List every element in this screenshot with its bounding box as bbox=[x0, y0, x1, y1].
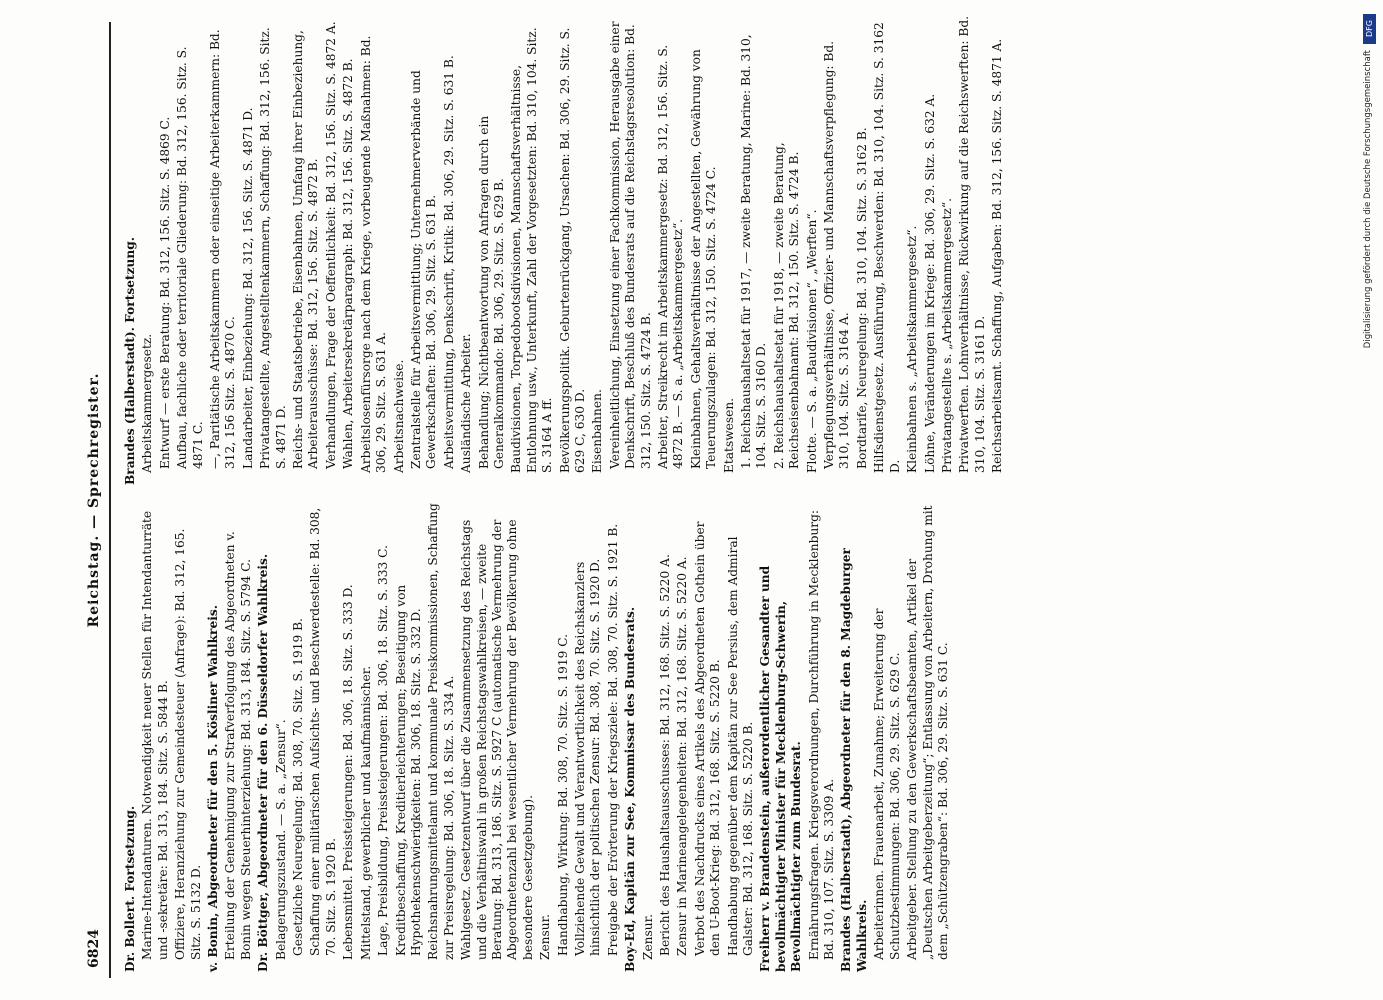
index-entry: Belagerungszustand. — S. a. „Zensur“. bbox=[273, 719, 288, 960]
index-entry: Handhabung gegenüber dem Kapitän zur See Persius, dem Admiral Galster: Bd. 312, 168. Sitz. S. 5220 B. bbox=[725, 536, 755, 956]
index-heading: Freiherr v. Brandenstein, außerordentlicher Gesandter und bevollmächtigter Minister für Mecklenburg-Schwerin, Bevollmächtigter zum Bundesrat. bbox=[757, 565, 803, 972]
index-entry: Verpflegungsverhältnisse, Offizier- und Mannschaftsverpflegung: Bd. 310, 104. Sitz. S. 3164 A. bbox=[821, 40, 851, 469]
index-entry: 2. Reichshaushaltsetat für 1918, — zweite Beratung, Reichseisenbahnamt: Bd. 312, 150. Sitz. S. 4724 B. bbox=[771, 142, 801, 469]
index-entry: Mittelstand, gewerblicher und kaufmännischer. bbox=[358, 665, 373, 960]
index-entry: Bericht des Haushaltsausschusses: Bd. 312, 168. Sitz. S. 5220 A. bbox=[657, 554, 672, 956]
index-entry: Verbot des Nachdrucks eines Artikels des Abgeordneten Gothein über den U-Boot-Krieg: Bd. 312, 168. Sitz. S. 5220 B. bbox=[692, 521, 722, 956]
index-entry: Etatswesen. bbox=[721, 397, 736, 473]
left-column bbox=[123, 502, 953, 972]
index-entry: Entwurf — erste Beratung: Bd. 312, 156. Sitz. S. 4869 C. bbox=[157, 116, 172, 469]
index-entry: Bordtarife, Neuregelung: Bd. 310, 104. Sitz. S. 3162 B. bbox=[854, 127, 869, 469]
index-entry: Flotte. — S. a. „Baudivisionen“, „Werften“. bbox=[804, 209, 819, 473]
index-entry: Eisenbahnen. bbox=[589, 389, 604, 473]
index-entry: Zensur in Marineangelegenheiten: Bd. 312, 168. Sitz. S. 5220 A. bbox=[674, 556, 689, 956]
index-entry: Arbeiter, Streikrecht im Arbeitskammergesetz: Bd. 312, 156. Sitz. S. 4872 B. — S. a. „Arbeitskammergesetz“. bbox=[655, 44, 685, 469]
index-entry: Kreditbeschaffung, Kreditierleichterungen; Beseitigung von Hypothekenschwierigkeiten: Bd. 306, 18. Sitz. S. 332 D. bbox=[393, 584, 423, 956]
index-entry: Freigabe der Erörterung der Kriegsziele: Bd. 308, 70. Sitz. S. 1921 B. bbox=[605, 523, 620, 956]
index-entry: Arbeitskammergesetz. bbox=[139, 333, 154, 473]
dfg-logo: DFG bbox=[1363, 14, 1376, 44]
index-entry: Erteilung der Genehmigung zur Strafverfolgung des Abgeordneten v. Bonin wegen Steuerhinterziehung: Bd. 313, 184. Sitz. S. 5794 C. bbox=[222, 531, 253, 960]
index-heading: Dr. Bollert. Fortsetzung. bbox=[122, 805, 137, 972]
index-entry: Arbeitsvermittlung, Denkschrift, Kritik: Bd. 306, 29. Sitz. S. 631 B. bbox=[441, 55, 456, 469]
index-heading: Boy-Ed, Kapitän zur See, Kommissar des Bundesrats. bbox=[622, 606, 637, 972]
index-entry: Arbeitslosenfürsorge nach dem Kriege, vorbeugende Maßnahmen: Bd. 306, 29. Sitz. S. 631 A. bbox=[358, 35, 388, 473]
index-heading: Brandes (Halberstadt), Abgeordneter für den 8. Magdeburger Wahlkreis. bbox=[838, 548, 869, 972]
index-entry: —, Paritätische Arbeitskammern oder einseitige Arbeiterkammern: Bd. 312, 156 Sitz. S. 4870 C. bbox=[207, 29, 237, 469]
right-column bbox=[123, 15, 1008, 485]
index-entry: Baudivisionen, Torpedobootsdivisionen, Mannschaftsverhältnisse, Entlohnung usw., Unterkunft, Zahl der Vorgesetzten: Bd. 310, 104. Sitz. S. 3164 A ff. bbox=[508, 27, 554, 473]
index-entry: Offiziere, Heranziehung zur Gemeindesteuer (Anfrage): Bd. 312, 165. Sitz. S. 5132 D. bbox=[172, 528, 203, 960]
index-heading: v. Bonin, Abgeordneter für den 5. Kösliner Wahlkreis. bbox=[205, 605, 220, 972]
index-entry: Kleinbahnen, Gehaltsverhältnisse der Angestellten, Gewährung von Teuerungszulagen: Bd. 312, 150. Sitz. S. 4724 C. bbox=[688, 49, 718, 469]
index-entry: Verhandlungen, Frage der Oeffentlichkeit: Bd. 312, 156. Sitz. S. 4872 A. bbox=[323, 21, 338, 469]
index-entry: Marine-Intendanturen. Notwendigkeit neuer Stellen für Intendanturräte und -sekretäre: Bd. 313, 184. Sitz. S. 5844 B. bbox=[139, 510, 170, 960]
index-entry: Vereinheitlichung, Einsetzung einer Fachkommission, Herausgabe einer Denkschrift, Beschluß des Bundesrats auf die Reichstagsresolution: Bd. 312, 150. Sitz. S. 4724 B. bbox=[607, 21, 653, 469]
index-entry: Reichsarbeitsamt. Schaffung, Aufgaben: Bd. 312, 156. Sitz. S. 4871 A. bbox=[989, 38, 1004, 473]
page-header bbox=[85, 22, 111, 978]
page-title: Reichstag. — Sprechregister. bbox=[85, 372, 102, 628]
index-entry: Landarbeiter, Einbeziehung: Bd. 312, 156. Sitz. S. 4871 D. bbox=[240, 107, 255, 469]
index-entry: Zentralstelle für Arbeitsvermittlung; Unternehmerverbände und Gewerkschaften: Bd. 306, 29. Sitz. S. 631 B. bbox=[408, 70, 438, 469]
index-entry: Wahlen, Arbeitersekretärparagraph: Bd. 312, 156. Sitz. S. 4872 B. bbox=[340, 58, 355, 469]
index-entry: Behandlung; Nichtbeantwortung von Anfragen durch ein Generalkommando: Bd. 306, 29. Sitz. S. 629 B. bbox=[476, 115, 506, 469]
index-entry: Wahlgesetz. Gesetzentwurf über die Zusammensetzung des Reichstags und die Verhältniswahl in großen Reichstagswahlkreisen, — zweite Beratung: Bd. 313, 186. Sitz. S. 5927 C (automatische Vermehrung der Abgeordnetenzahl bei wesentlicher Vermehrung der Bevölkerung ohne besondere Gesetzgebung). bbox=[458, 519, 535, 960]
index-entry: Hilfsdienstgesetz. Ausführung, Beschwerden: Bd. 310, 104. Sitz. S. 3162 D. bbox=[871, 22, 902, 473]
index-entry: Zensur. bbox=[537, 914, 552, 960]
index-entry: Lage, Preisbildung, Preissteigerungen: Bd. 306, 18. Sitz. S. 333 C. bbox=[375, 545, 390, 956]
index-entry: Schaffung einer militärischen Aufsichts- und Beschwerdestelle: Bd. 308, 70. Sitz. S. 1920 B. bbox=[307, 507, 338, 956]
index-entry: Vollziehende Gewalt und Verantwortlichkeit des Reichskanzlers hinsichtlich der politischen Zensur: Bd. 308, 70. Sitz. S. 1920 D. bbox=[572, 558, 602, 956]
index-entry: Aufbau, fachliche oder territoriale Gliederung: Bd. 312, 156. Sitz. S. 4871 C. bbox=[174, 46, 205, 469]
index-entry: Ernährungsfragen. Kriegsverordnungen, Durchführung in Mecklenburg: Bd. 310, 107. Sitz. S. 3309 A. bbox=[806, 509, 836, 960]
index-entry: Handhabung, Wirkung: Bd. 308, 70. Sitz. S. 1919 C. bbox=[555, 633, 570, 956]
funding-note: Digitalisierung gefördert durch die Deutsche Forschungsgemeinschaft bbox=[1363, 50, 1373, 349]
index-heading: Dr. Böttger, Abgeordneter für den 6. Düsseldorfer Wahlkreis. bbox=[255, 553, 270, 972]
index-entry: Arbeitsnachweise. bbox=[391, 359, 405, 473]
index-entry: Lebensmittel. Preissteigerungen: Bd. 306, 18. Sitz. S. 333 D. bbox=[340, 584, 355, 960]
index-entry: Arbeitgeber. Stellung zu den Gewerkschaftsbeamten, Artikel der „Deutschen Arbeitgeberzeitung“; Entlassung von Arbeitern, Drohung mit dem „Schützengraben“: Bd. 306, 29. Sitz. S. 631 C. bbox=[904, 505, 950, 960]
index-entry: Reichsnahrungsmittelamt und kommunale Preiskommissionen, Schaffung zur Preisregelung: Bd. 306, 18. Sitz. S. 334 A. bbox=[425, 503, 456, 960]
rotated-page-content bbox=[47, 0, 1337, 1000]
index-entry: 1. Reichshaushaltsetat für 1917, — zweite Beratung, Marine: Bd. 310, 104. Sitz. S. 3160 D. bbox=[738, 34, 768, 469]
index-entry: Privatangestellte s. „Arbeitskammergesetz“. bbox=[939, 198, 954, 473]
page-number: 6824 bbox=[85, 929, 102, 968]
index-entry: Löhne, Veränderungen im Kriege: Bd. 306, 29. Sitz. S. 632 A. bbox=[922, 93, 936, 473]
index-entry: Privatangestellte, Angestelltenkammern, Schaffung: Bd. 312, 156. Sitz. S. 4871 D. bbox=[257, 27, 288, 469]
index-entry: Reichs- und Staatsbetriebe, Eisenbahnen, Umfang ihrer Einbeziehung, Arbeiterausschüsse: Bd. 312, 156. Sitz. S. 4872 B. bbox=[290, 30, 320, 469]
index-heading: Brandes (Halberstadt). Fortsetzung. bbox=[122, 237, 137, 485]
index-entry: Arbeiterinnen. Frauenarbeit, Zunahme; Erweiterung der Schutzbestimmungen: Bd. 306, 29. Sitz. S. 629 C. bbox=[871, 608, 902, 960]
digitization-notice bbox=[1363, 6, 1377, 996]
index-entry: Privatwerften. Lohnverhältnisse, Rückwirkung auf die Reichswerften: Bd. 310, 104. Sitz. S. 3161 D. bbox=[956, 15, 987, 473]
index-entry: Ausländische Arbeiter. bbox=[458, 333, 473, 473]
index-entry: Kleinbahnen s. „Arbeitskammergesetz“. bbox=[904, 225, 919, 473]
index-entry: Zensur. bbox=[640, 914, 655, 960]
index-entry: Gesetzliche Neuregelung: Bd. 308, 70. Sitz. S. 1919 B. bbox=[290, 618, 305, 956]
index-entry: Bevölkerungspolitik. Geburtenrückgang, Ursachen: Bd. 306, 29. Sitz. S. 629 C, 630 D. bbox=[557, 27, 587, 473]
